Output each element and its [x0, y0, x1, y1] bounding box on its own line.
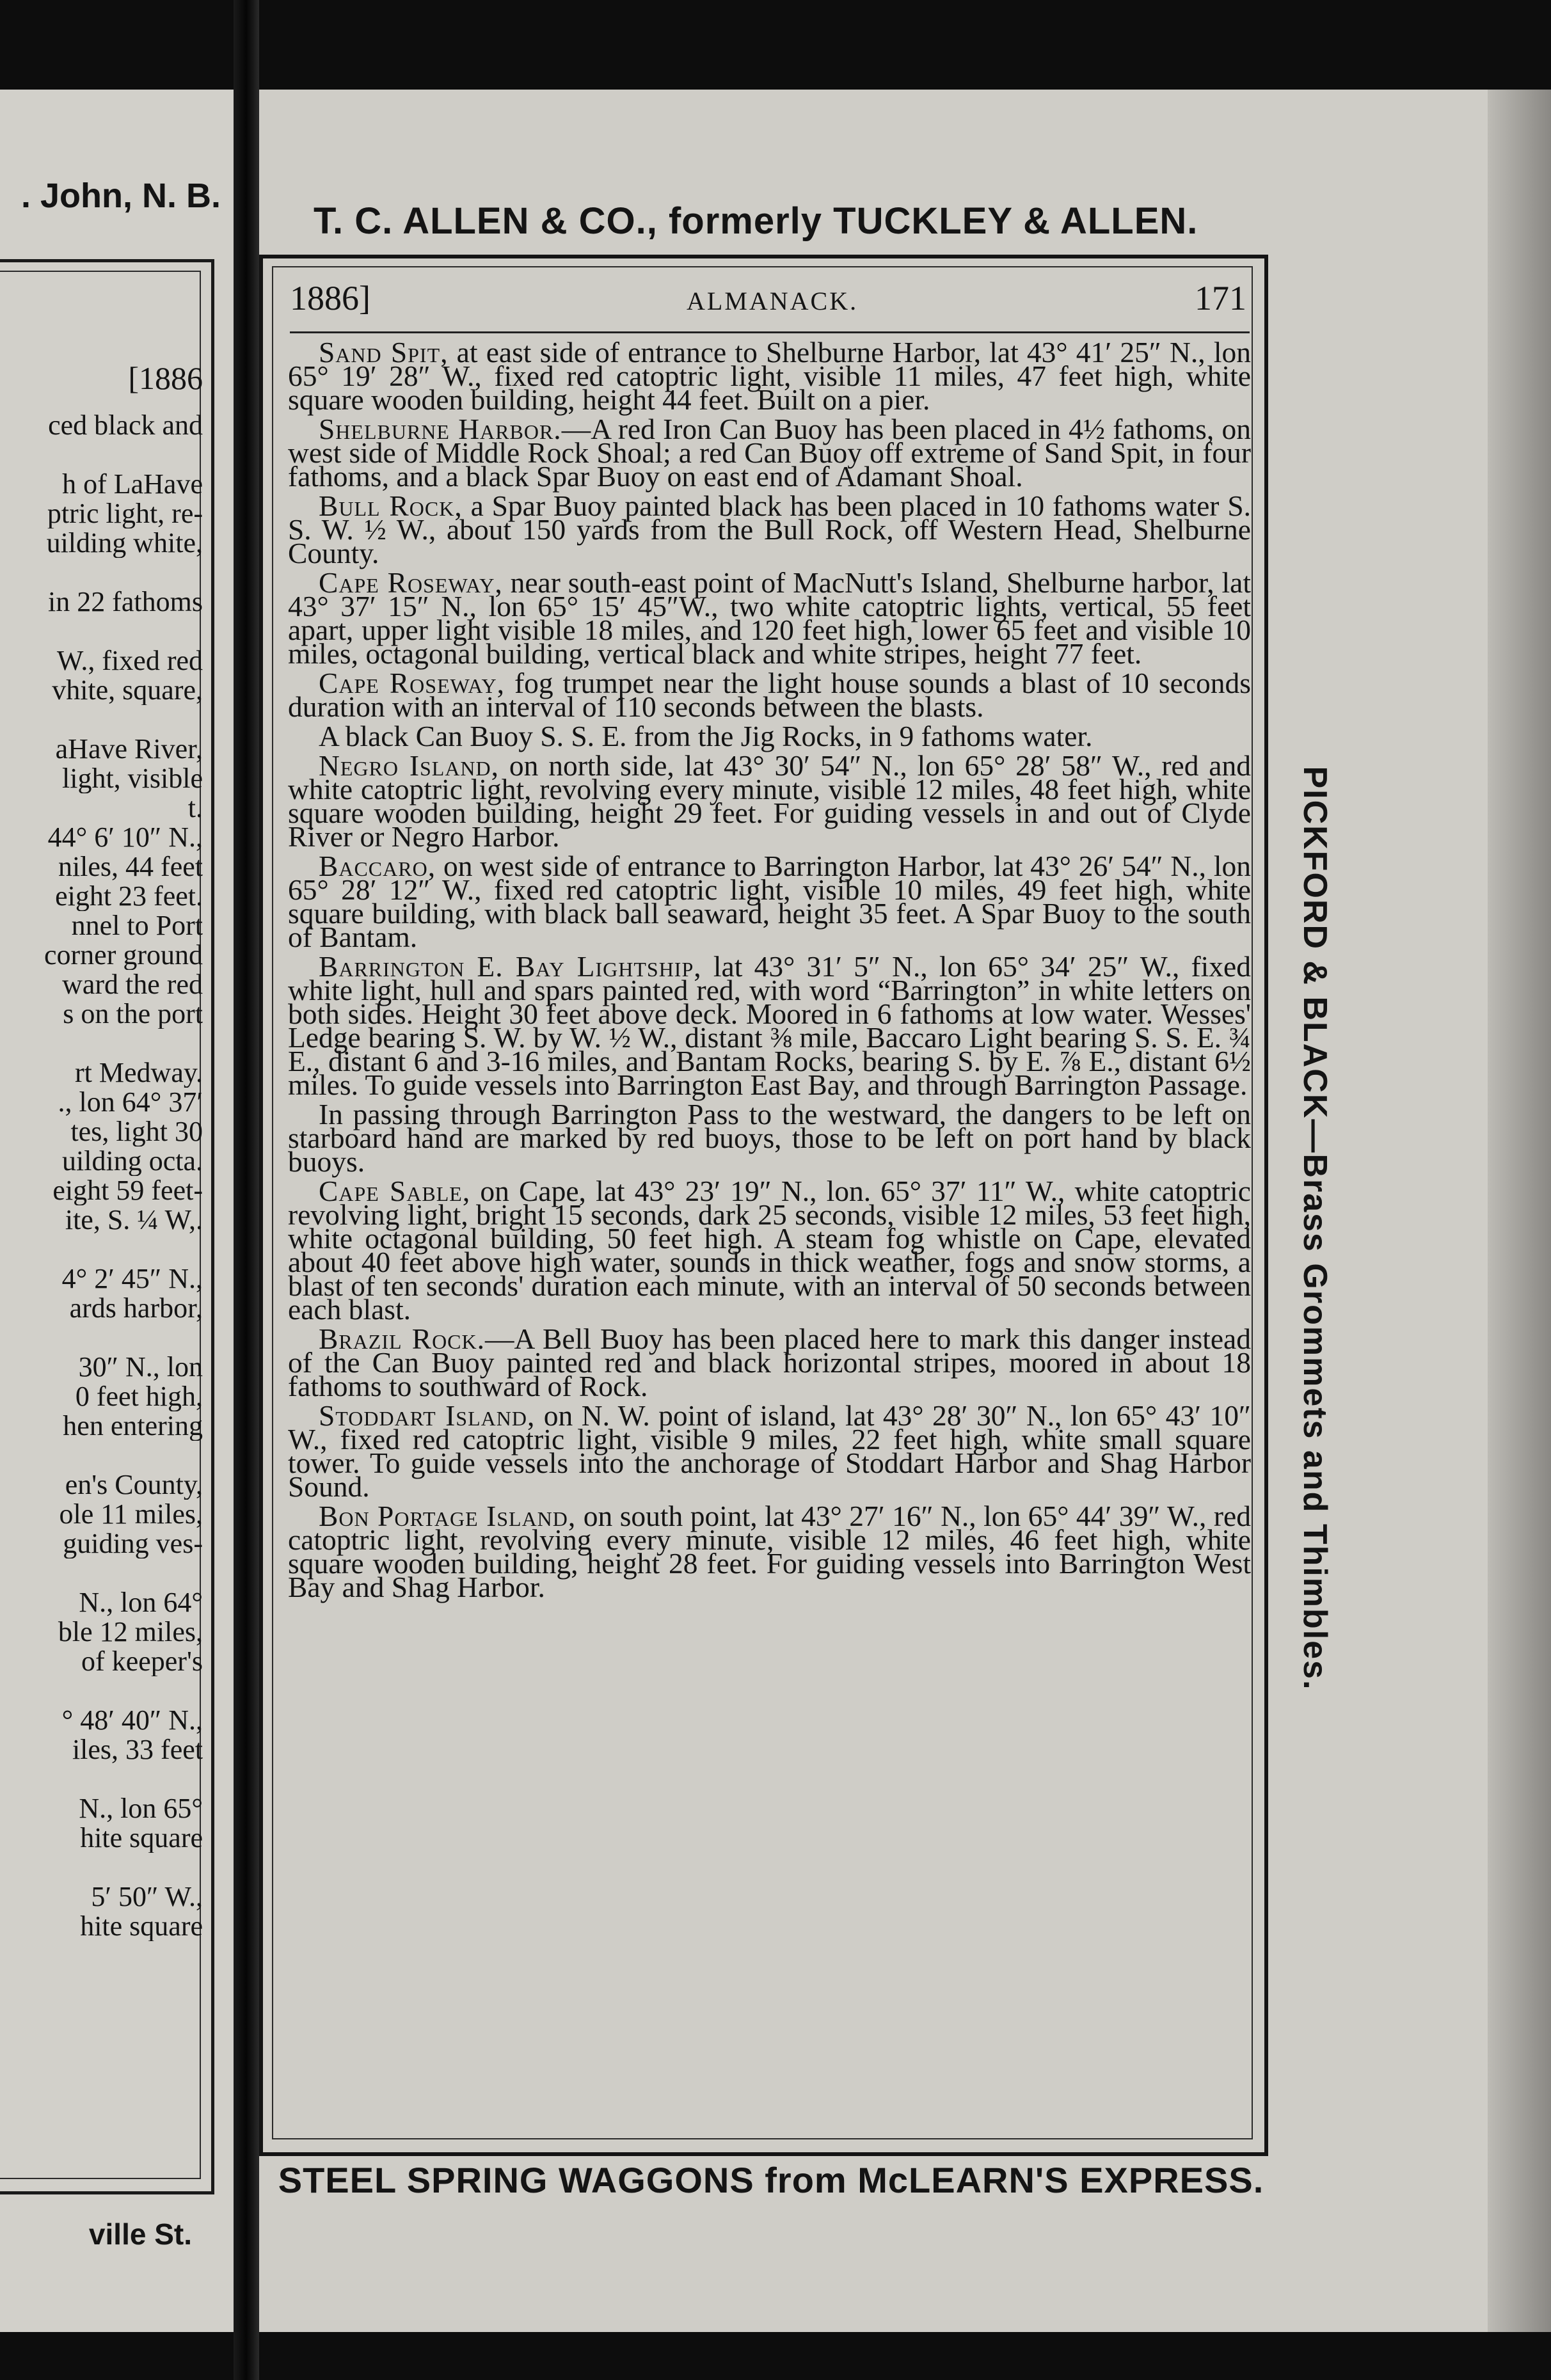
- left-page-line: [0, 1235, 203, 1264]
- running-head-year: 1886]: [290, 279, 370, 317]
- left-page-line: of keeper's: [81, 1647, 203, 1676]
- entry-text: at east side of entrance to Shelburne Harbor, lat 43° 41′ 25″ N., lon 65° 19′ 28″ W., fixed red catoptric light, visible 11 miles, 47 feet high, white square wooden building, height 44 feet. Built on a pier.: [288, 336, 1251, 416]
- lighthouse-entry: [288, 1322, 1252, 1402]
- lighthouse-entry: [288, 1500, 1251, 1603]
- left-page-line: [0, 617, 203, 646]
- entry-heading: Sand Spit,: [319, 336, 449, 369]
- left-page-line: hite square: [80, 1823, 203, 1853]
- entry-heading: Stoddart Island,: [319, 1399, 536, 1432]
- entry-heading: Cape Roseway,: [319, 667, 505, 699]
- lighthouse-entry: [288, 850, 1251, 953]
- left-page-line: ., lon 64° 37′: [58, 1088, 203, 1117]
- left-page-line: 5′ 50″ W.,: [91, 1882, 203, 1912]
- left-page-header: . John, N. B.: [20, 177, 221, 215]
- left-page-line: [0, 1853, 203, 1882]
- left-page-line: N., lon 65°: [79, 1794, 203, 1823]
- left-page-line: iles, 33 feet: [72, 1735, 203, 1765]
- lighthouse-entry: [288, 720, 1251, 752]
- left-page-line: 4° 2′ 45″ N.,: [61, 1264, 203, 1294]
- left-page-line: rt Medway.: [75, 1058, 203, 1088]
- left-page-line: t.: [187, 793, 203, 823]
- previous-page: [0, 90, 234, 2332]
- left-page-text: [0, 411, 203, 1941]
- page-number: 171: [1195, 279, 1246, 317]
- left-page-line: [0, 1765, 203, 1794]
- entry-heading: Shelburne Harbor.: [319, 413, 562, 445]
- entry-text: near south-east point of MacNutt's Island, Shelburne harbor, lat 43° 37′ 15″ N., lon 65° 15′ 45″W., two white catoptric lights, vertical, 55 feet apart, upper light visible 18 miles, and 120 feet high, lower 65 feet and visible 10 miles, octagonal building, vertical black and white stripes, height 77 feet.: [288, 566, 1251, 670]
- entry-heading: Negro Island,: [319, 749, 500, 782]
- left-page-line: nnel to Port: [71, 911, 203, 940]
- entry-text: A black Can Buoy S. S. E. from the Jig Rocks, in 9 fathoms water.: [319, 720, 1093, 752]
- lighthouse-entry: [288, 667, 1251, 723]
- entry-heading: Cape Roseway,: [319, 566, 503, 599]
- lighthouse-entry: [288, 336, 1251, 416]
- entry-text: on south point, lat 43° 27′ 16″ N., lon 65° 44′ 39″ W., red catoptric light, revolving every minute, visible 12 miles, 46 feet high, white square wooden building, height 28 feet. For guiding vessels into Barrington West Bay and Shag Harbor.: [288, 1500, 1251, 1603]
- left-page-line: h of LaHave: [62, 470, 203, 499]
- entry-heading: Bon Portage Island,: [319, 1500, 577, 1532]
- book-gutter: [234, 0, 259, 2380]
- left-page-footer: ville St.: [88, 2217, 192, 2251]
- left-page-line: vhite, square,: [52, 676, 203, 705]
- running-head-title: ALMANACK.: [687, 287, 859, 315]
- left-page-line: [0, 705, 203, 734]
- left-page-line: uilding octa.: [62, 1146, 203, 1176]
- entry-text: on Cape, lat 43° 23′ 19″ N., lon. 65° 37′ 11″ W., white catoptric revolving light, bright 15 seconds, dark 25 seconds, visible 12 miles, 53 feet high, white octagonal building, 50 feet high. A steam fog whistle on Cape, elevated about 40 feet above high water, sounds in thick weather, fogs and snow storms, a blast of ten seconds' duration each minute, with an interval of 50 seconds between each blast.: [288, 1175, 1252, 1326]
- entry-heading: Brazil Rock.: [319, 1322, 486, 1355]
- entry-text: In passing through Barrington Pass to the westward, the dangers to be left on starboard hand are marked by red buoys, those to be left on port hand by black buoys.: [288, 1098, 1251, 1178]
- left-page-line: niles, 44 feet: [58, 852, 203, 882]
- left-page-line: uilding white,: [46, 528, 203, 558]
- left-page-line: hen entering: [63, 1411, 203, 1441]
- entry-heading: Bull Rock,: [319, 489, 463, 522]
- left-page-line: [0, 1029, 203, 1058]
- entry-text: —A Bell Buoy has been placed here to mark this danger instead of the Can Buoy painted red and black horizontal stripes, moored in about 18 fathoms to southward of Rock.: [288, 1322, 1252, 1402]
- left-page-line: [0, 440, 203, 470]
- left-page-line: ards harbor,: [69, 1294, 203, 1323]
- left-page-line: W., fixed red: [56, 646, 203, 676]
- left-page-line: eight 23 feet.: [55, 882, 203, 911]
- left-page-line: [0, 1323, 203, 1353]
- left-page-line: guiding ves-: [63, 1529, 203, 1559]
- left-page-line: in 22 fathoms: [48, 587, 203, 617]
- left-page-line: ced black and: [48, 411, 203, 440]
- entry-text: on north side, lat 43° 30′ 54″ N., lon 65° 28′ 58″ W., red and white catoptric light, revolving every minute, visible 12 miles, 48 feet high, white square wooden building, height 29 feet. For guiding vessels in and out of Clyde River or Negro Harbor.: [288, 749, 1251, 853]
- lighthouse-entry: [288, 1399, 1251, 1503]
- page-right-edge: [1488, 90, 1551, 2332]
- lighthouse-entries: [288, 336, 1252, 1605]
- head-rule: [290, 331, 1250, 333]
- left-page-line: ward the red: [62, 970, 203, 999]
- left-page-line: ° 48′ 40″ N.,: [61, 1706, 203, 1735]
- lighthouse-entry: [288, 566, 1251, 670]
- left-page-line: [0, 1441, 203, 1470]
- almanack-page: [259, 90, 1488, 2332]
- lighthouse-entry: [288, 1175, 1252, 1326]
- left-page-line: ite, S. ¼ W,.: [65, 1205, 203, 1235]
- left-page-line: light, visible: [62, 764, 203, 793]
- side-advertisement: [1280, 301, 1350, 2156]
- left-page-line: 30″ N., lon: [78, 1353, 203, 1382]
- left-page-line: ole 11 miles,: [59, 1500, 203, 1529]
- lighthouse-entry: [288, 1098, 1251, 1178]
- entry-heading: Cape Sable,: [319, 1175, 471, 1207]
- entry-text: on west side of entrance to Barrington Harbor, lat 43° 26′ 54″ N., lon 65° 28′ 12″ W., fixed red catoptric light, visible 10 miles, 49 feet high, white square building, with black ball seaward, height 35 feet. A Spar Buoy to the south of Bantam.: [288, 850, 1251, 953]
- left-page-line: ble 12 miles,: [58, 1617, 203, 1647]
- lighthouse-entry: [288, 413, 1251, 493]
- entry-text: lat 43° 31′ 5″ N., lon 65° 34′ 25″ W., fixed white light, hull and spars painted red, with word “Barrington” in white letters on both sides. Height 30 feet above deck. Moored in 6 fathoms at low water. Wesses' Ledge bearing S. W. by W. ½ W., distant ⅜ mile, Baccaro Light bearing S. S. E. ¾ E., distant 6 and 3-16 miles, and Bantam Rocks, bearing S. by E. ⅞ E., distant 6½ miles. To guide vessels into Barrington East Bay, and through Barrington Passage.: [288, 950, 1251, 1101]
- left-page-line: 44° 6′ 10″ N.,: [47, 823, 203, 852]
- lighthouse-entry: [288, 749, 1251, 853]
- header-advertisement: T. C. ALLEN & CO., formerly TUCKLEY & ALLEN.: [314, 200, 1198, 242]
- entry-text: —A red Iron Can Buoy has been placed in 4½ fathoms, on west side of Middle Rock Shoal; a red Can Buoy off extreme of Sand Spit, in four fathoms, and a black Spar Buoy on east end of Adamant Shoal.: [288, 413, 1251, 493]
- entry-text: a Spar Buoy painted black has been placed in 10 fathoms water S. S. W. ½ W., about 150 yards from the Bull Rock, off Western Head, Shelburne County.: [288, 489, 1251, 569]
- entry-text: on N. W. point of island, lat 43° 28′ 30″ N., lon 65° 43′ 10″ W., fixed red catoptric light, visible 9 miles, 22 feet high, white small square tower. To guide vessels into the anchorage of Stoddart Harbor and Shag Harbor Sound.: [288, 1399, 1251, 1503]
- entry-heading: Baccaro,: [319, 850, 436, 882]
- left-page-line: aHave River,: [55, 734, 203, 764]
- left-page-line: eight 59 feet-: [52, 1176, 203, 1205]
- entry-text: fog trumpet near the light house sounds a blast of 10 seconds duration with an interval of 110 seconds between the blasts.: [288, 667, 1251, 723]
- entry-heading: Barrington E. Bay Lightship,: [319, 950, 702, 983]
- lighthouse-entry: [288, 950, 1251, 1101]
- left-page-year: [1886: [128, 360, 203, 396]
- left-page-line: [0, 558, 203, 587]
- left-page-line: [0, 1676, 203, 1706]
- footer-advertisement: STEEL SPRING WAGGONS from McLEARN'S EXPRESS.: [278, 2160, 1264, 2200]
- left-page-line: 0 feet high,: [75, 1382, 203, 1411]
- lighthouse-entry: [288, 489, 1251, 569]
- left-page-line: N., lon 64°: [79, 1588, 203, 1617]
- left-page-line: en's County,: [65, 1470, 203, 1500]
- left-page-line: tes, light 30: [70, 1117, 203, 1146]
- running-head: [290, 278, 1250, 323]
- left-page-line: corner ground: [44, 940, 203, 970]
- left-page-line: [0, 1559, 203, 1588]
- side-advertisement-text: PICKFORD & BLACK—Brass Grommets and Thimbles.: [1296, 766, 1333, 1691]
- left-page-line: hite square: [80, 1912, 203, 1941]
- left-page-line: ptric light, re-: [47, 499, 203, 528]
- left-page-line: s on the port: [63, 999, 203, 1029]
